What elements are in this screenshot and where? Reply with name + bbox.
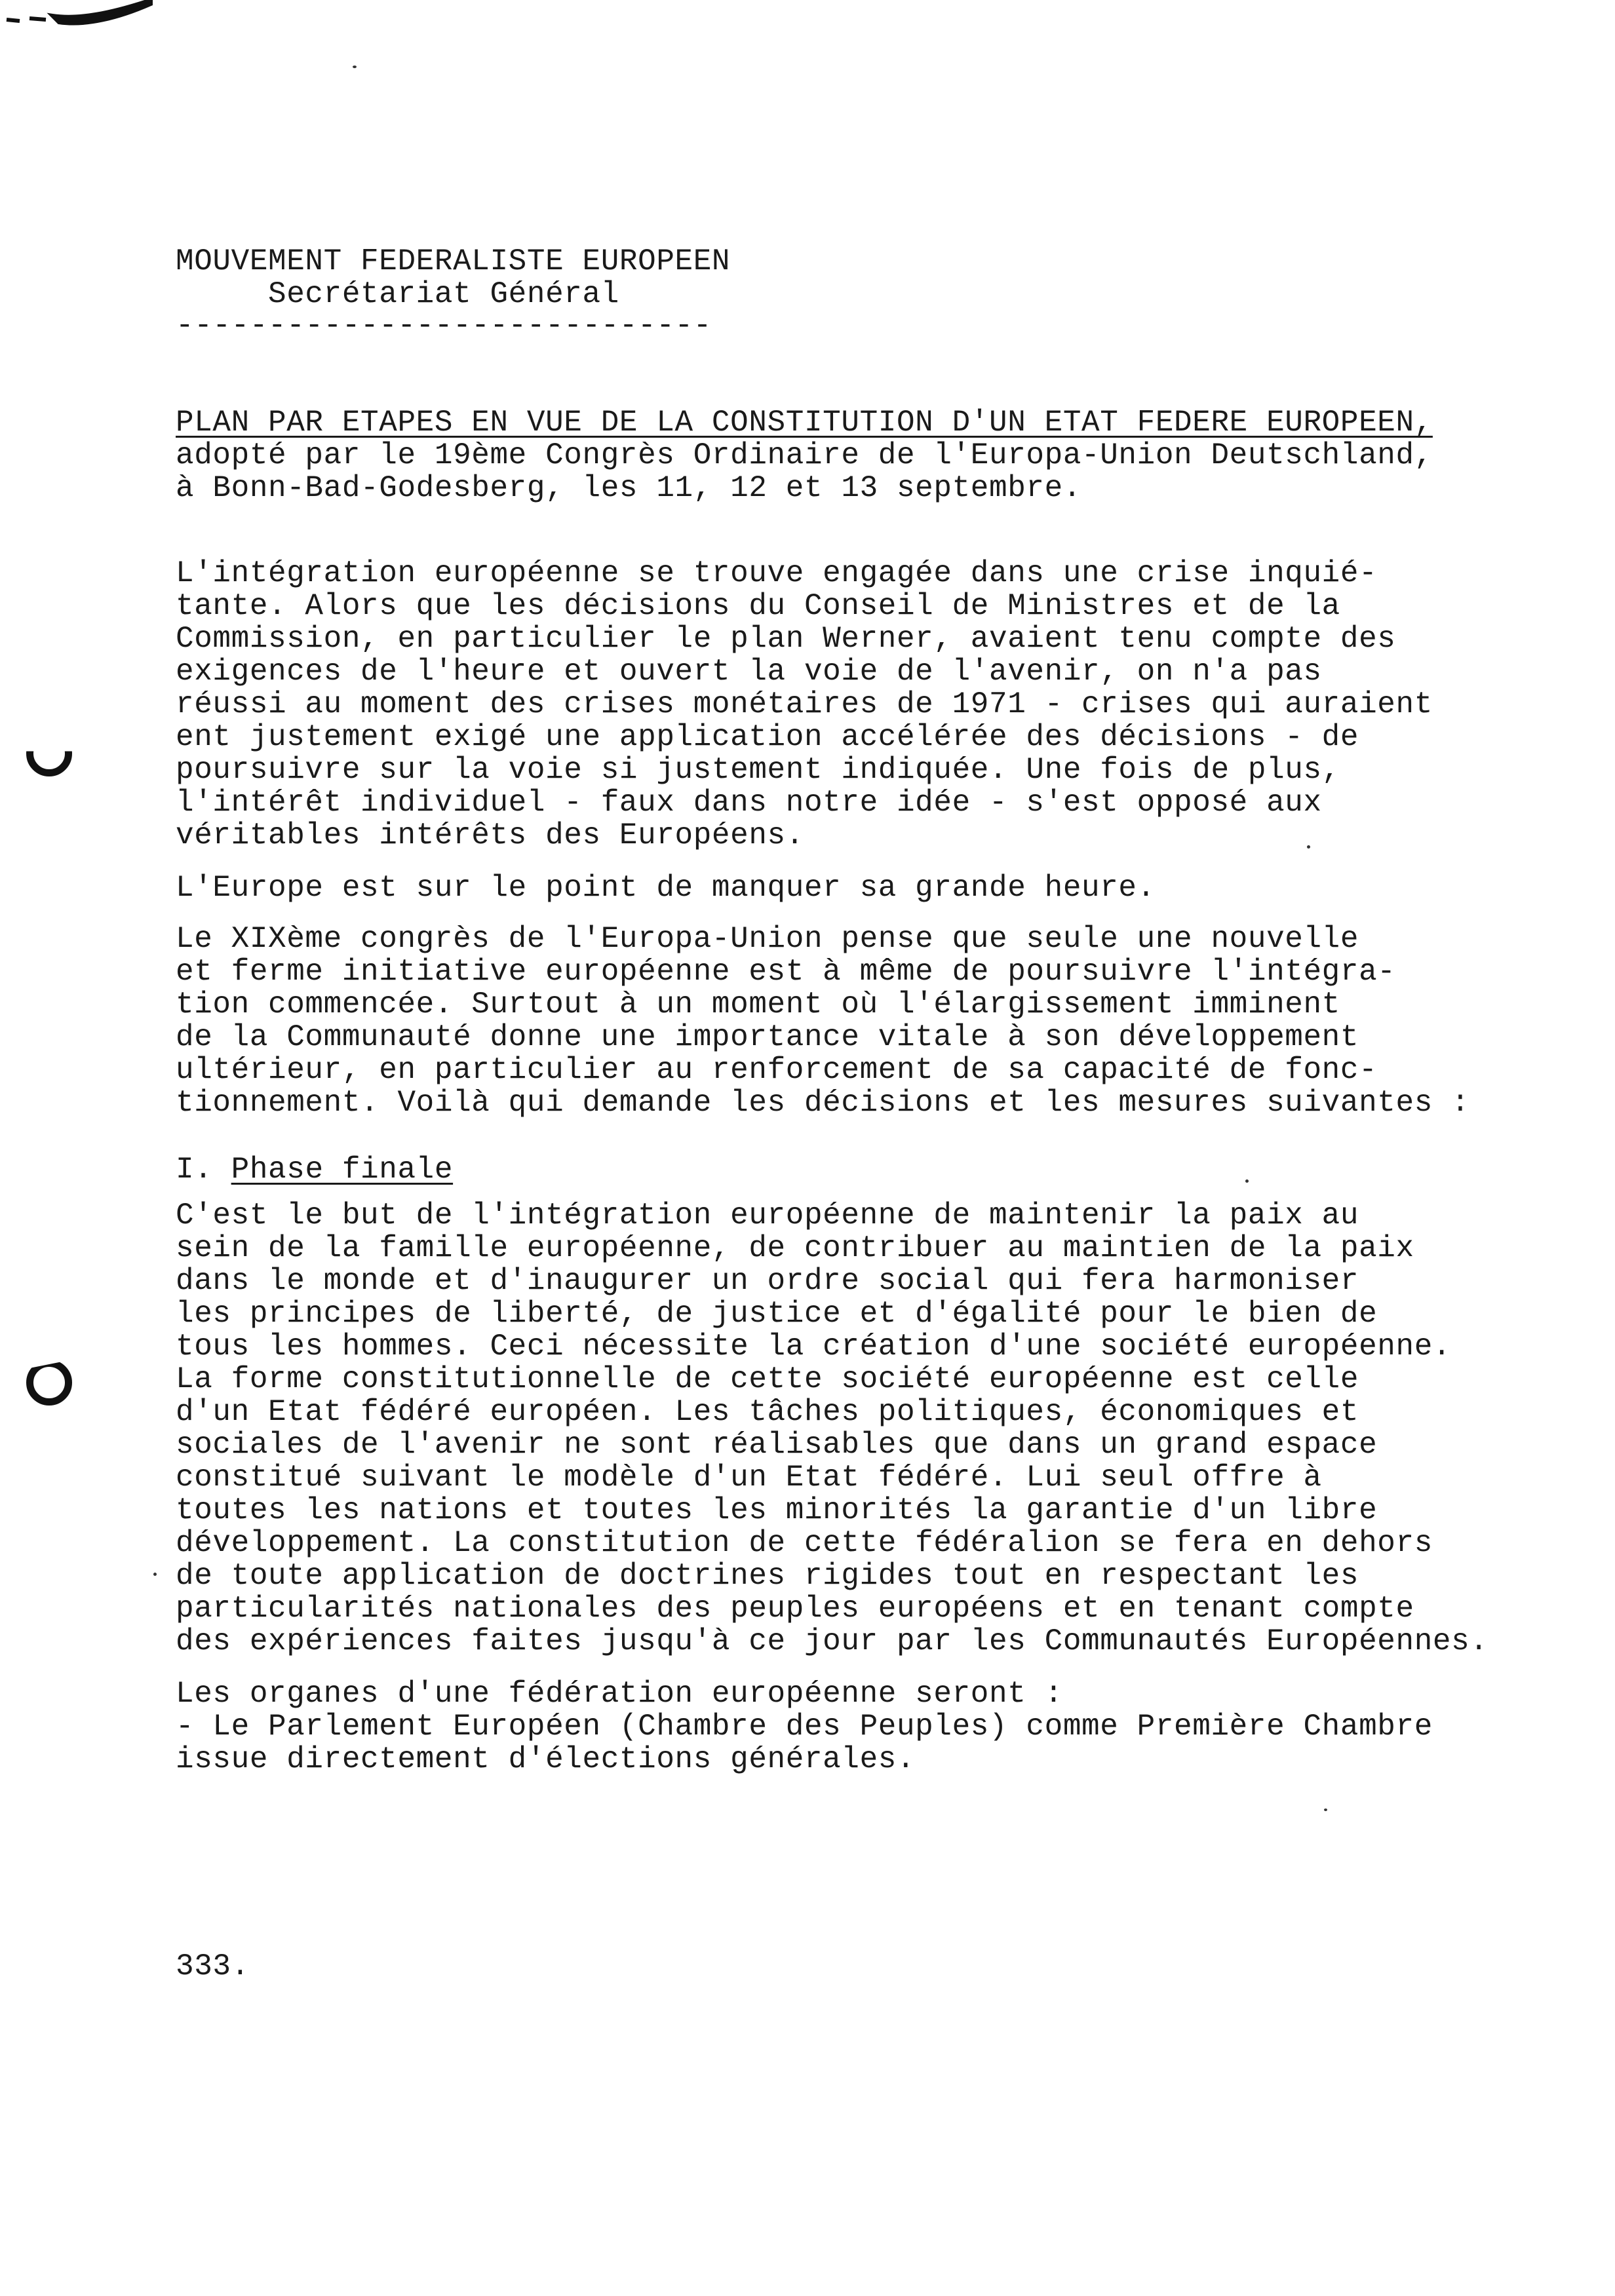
- section-number: I.: [176, 1153, 231, 1187]
- paragraph-line: poursuivre sur la voie si justement indiquée. Une fois de plus,: [176, 753, 1340, 787]
- paragraph-line: La forme constitutionnelle de cette société européenne est celle: [176, 1362, 1359, 1396]
- scan-speck-icon: [153, 1573, 157, 1576]
- paragraph-line: et ferme initiative européenne est à même de poursuivre l'intégra-: [176, 955, 1396, 989]
- paragraph-line: ultérieur, en particulier au renforcement de sa capacité de fonc-: [176, 1053, 1378, 1087]
- header-rule: -----------------------------: [176, 309, 712, 343]
- paragraph-line: tous les hommes. Ceci nécessite la création d'une société européenne.: [176, 1330, 1452, 1364]
- paragraph-line: des expériences faites jusqu'à ce jour par les Communautés Européennes.: [176, 1624, 1489, 1658]
- page-number: 333.: [176, 1949, 250, 1983]
- paragraph-line: tionnement. Voilà qui demande les décisions et les mesures suivantes :: [176, 1086, 1470, 1120]
- paragraph-line: dans le monde et d'inaugurer un ordre social qui fera harmoniser: [176, 1264, 1359, 1298]
- paragraph-line: de la Communauté donne une importance vitale à son développement: [176, 1020, 1359, 1054]
- title-subline-2: à Bonn-Bad-Godesberg, les 11, 12 et 13 septembre.: [176, 471, 1082, 505]
- section-heading: [176, 1153, 453, 1186]
- paragraph-line: véritables intérêts des Européens.: [176, 818, 804, 852]
- paragraph-line: toutes les nations et toutes les minorités la garantie d'un libre: [176, 1493, 1378, 1527]
- paragraph-line: C'est le but de l'intégration européenne de maintenir la paix au: [176, 1198, 1359, 1233]
- list-item: - Le Parlement Européen (Chambre des Peuples) comme Première Chambre: [176, 1710, 1433, 1744]
- document-title: PLAN PAR ETAPES EN VUE DE LA CONSTITUTION D'UN ETAT FEDERE EUROPEEN,: [176, 406, 1433, 440]
- paragraph-line: issue directement d'élections générales.: [176, 1742, 916, 1776]
- paragraph-line: réussi au moment des crises monétaires de 1971 - crises qui auraient: [176, 687, 1433, 721]
- department-subtitle: Secrétariat Général: [176, 277, 619, 311]
- paragraph-line: de toute application de doctrines rigides tout en respectant les: [176, 1559, 1359, 1593]
- paragraph-line: sociales de l'avenir ne sont réalisables que dans un grand espace: [176, 1428, 1378, 1462]
- scan-speck-icon: [353, 66, 357, 68]
- paragraph-line: tante. Alors que les décisions du Conseil de Ministres et de la: [176, 589, 1340, 623]
- scan-speck-icon: [1245, 1179, 1249, 1183]
- paragraph-line: développement. La constitution de cette fédéralion se fera en dehors: [176, 1526, 1433, 1560]
- scan-speck-icon: [1307, 845, 1310, 849]
- scan-speck-icon: [1324, 1808, 1327, 1811]
- paragraph-line: sein de la famille européenne, de contribuer au maintien de la paix: [176, 1231, 1414, 1265]
- paragraph-line: L'intégration européenne se trouve engagée dans une crise inquié-: [176, 556, 1378, 590]
- punch-hole-mark-icon: [26, 731, 72, 776]
- paragraph-line: l'intérêt individuel - faux dans notre idée - s'est opposé aux: [176, 786, 1322, 820]
- paragraph-line: constitué suivant le modèle d'un Etat fédéré. Lui seul offre à: [176, 1461, 1322, 1495]
- title-subline-1: adopté par le 19ème Congrès Ordinaire de l'Europa-Union Deutschland,: [176, 438, 1433, 472]
- section-title: Phase finale: [231, 1153, 454, 1187]
- paragraph-line: d'un Etat fédéré européen. Les tâches politiques, économiques et: [176, 1395, 1359, 1429]
- punch-hole-mark-icon: [26, 1360, 72, 1406]
- paragraph-line: exigences de l'heure et ouvert la voie de l'avenir, on n'a pas: [176, 655, 1322, 689]
- scan-mark-icon: [0, 0, 157, 39]
- paragraph-line: ent justement exigé une application accélérée des décisions - de: [176, 720, 1359, 754]
- paragraph-line: Le XIXème congrès de l'Europa-Union pense que seule une nouvelle: [176, 922, 1359, 956]
- paragraph-line: les principes de liberté, de justice et d'égalité pour le bien de: [176, 1297, 1378, 1331]
- paragraph-line: particularités nationales des peuples européens et en tenant compte: [176, 1592, 1414, 1626]
- paragraph-line: Les organes d'une fédération européenne seront :: [176, 1677, 1063, 1711]
- paragraph-line: L'Europe est sur le point de manquer sa grande heure.: [176, 871, 1156, 905]
- organization-title: MOUVEMENT FEDERALISTE EUROPEEN: [176, 244, 731, 278]
- paragraph-line: tion commencée. Surtout à un moment où l'élargissement imminent: [176, 987, 1340, 1022]
- paragraph-line: Commission, en particulier le plan Werner, avaient tenu compte des: [176, 622, 1396, 656]
